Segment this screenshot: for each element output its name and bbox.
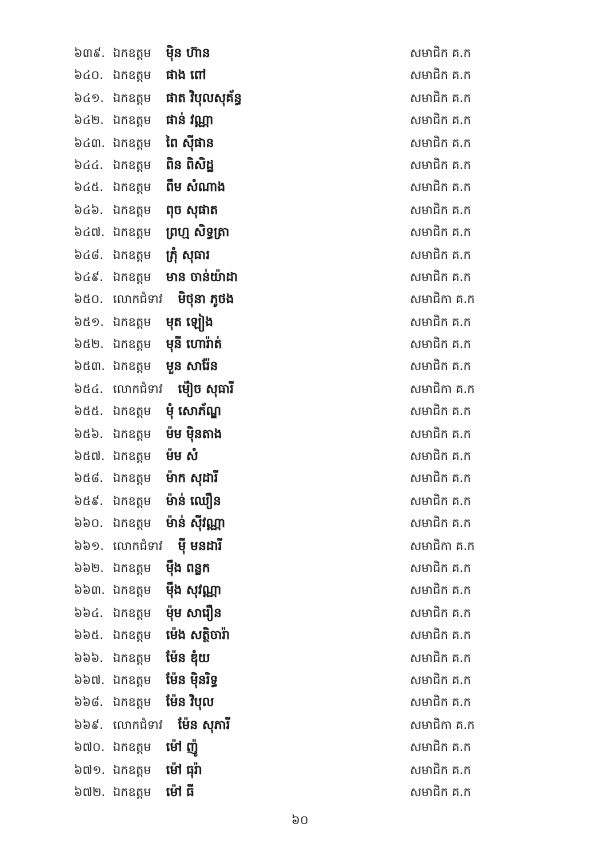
list-item <box>0 624 600 646</box>
honorific-title: ឯកឧត្តម <box>113 605 152 620</box>
entry-number: ៦៥៩. <box>74 493 104 508</box>
member-role: សមាជិក គ.ក <box>410 493 471 508</box>
member-name: ម៉ែន សុភារី <box>178 716 230 732</box>
list-item <box>0 109 600 131</box>
entry-number: ៦៧១. <box>74 762 106 777</box>
entry-number: ៦៥៧. <box>74 449 105 464</box>
member-name: ពឹម សំណាង <box>166 179 226 195</box>
list-item <box>0 736 600 758</box>
honorific-title: ឯកឧត្តម <box>113 449 152 464</box>
member-role: សមាជិក គ.ក <box>410 404 471 419</box>
honorific-title: ឯកឧត្តម <box>113 740 152 755</box>
member-role: សមាជិក គ.ក <box>410 426 471 441</box>
member-name: មុំ សោភ័ណ្ឌ <box>166 403 222 419</box>
member-role: សមាជិក គ.ក <box>410 583 471 598</box>
member-role: សមាជិក គ.ក <box>410 740 471 755</box>
member-name: ពិន ពិសិដ្ឋ <box>166 156 214 172</box>
entry-number: ៦៥២. <box>74 337 104 352</box>
entry-number: ៦៦៧. <box>74 672 105 687</box>
honorific-title: ឯកឧត្តម <box>113 516 152 531</box>
list-item <box>0 669 600 691</box>
member-role: សមាជិក គ.ក <box>410 449 471 464</box>
member-role: សមាជិក គ.ក <box>410 202 471 217</box>
list-item <box>0 333 600 355</box>
member-role: សមាជិក គ.ក <box>410 225 471 240</box>
member-role: សមាជិក គ.ក <box>410 516 471 531</box>
honorific-title: ឯកឧត្តម <box>113 695 152 710</box>
list-item <box>0 579 600 601</box>
entry-number: ៦៤២. <box>74 113 104 128</box>
member-role: សមាជិក គ.ក <box>410 672 471 687</box>
entry-number: ៦៧០. <box>74 740 105 755</box>
member-name: ម៉ុម សារឿន <box>166 604 222 620</box>
list-item <box>0 490 600 512</box>
list-item <box>0 691 600 713</box>
member-name: ម៉ម ម៉ិនតាង <box>166 425 222 441</box>
entry-number: ៦៤៧. <box>74 225 105 240</box>
member-role: សមាជិក គ.ក <box>410 695 471 710</box>
list-item <box>0 512 600 534</box>
member-name: ម៉ម សំ <box>166 448 199 464</box>
honorific-title: ឯកឧត្តម <box>113 68 152 83</box>
member-role: សមាជិក គ.ក <box>410 180 471 195</box>
entry-number: ៦៥៤. <box>74 381 104 396</box>
list-item <box>0 400 600 422</box>
list-item <box>0 221 600 243</box>
list-item <box>0 244 600 266</box>
member-name: ម៉ាន់ ឈឿន <box>166 492 222 508</box>
honorific-title: ឯកឧត្តម <box>113 650 152 665</box>
list-item <box>0 154 600 176</box>
honorific-title: ឯកឧត្តម <box>113 247 152 262</box>
list-item <box>0 647 600 669</box>
member-name: ពៃ ស៊ីផាន <box>166 134 214 150</box>
member-name: មុត ឡៀង <box>166 313 214 329</box>
honorific-title: ឯកឧត្តម <box>113 471 152 486</box>
entry-number: ៦៤៩. <box>74 269 104 284</box>
list-item <box>0 759 600 781</box>
member-role: សមាជិក គ.ក <box>410 471 471 486</box>
member-name: មួន សារ៉ែន <box>166 358 218 374</box>
honorific-title: ឯកឧត្តម <box>113 314 152 329</box>
member-name: ម៉ែន វិបុល <box>166 694 214 710</box>
honorific-title: ឯកឧត្តម <box>113 90 152 105</box>
entry-number: ៦៧២. <box>74 784 106 799</box>
member-name: ព្រហ្ម សិទ្ធត្រា <box>166 224 230 240</box>
member-name: ម៉ិន ហ៊ាន <box>166 45 211 60</box>
honorific-title: ឯកឧត្តម <box>113 583 152 598</box>
member-name: ម៉ៀច សុធារី <box>178 380 234 396</box>
honorific-title: លោកជំទាវ <box>113 717 163 732</box>
member-role: សមាជិក គ.ក <box>410 90 471 105</box>
entry-number: ៦៤១. <box>74 90 104 105</box>
member-name: ម៉ឹង សុវណ្ណា <box>166 582 222 598</box>
honorific-title: ឯកឧត្តម <box>113 672 152 687</box>
list-item <box>0 288 600 310</box>
member-name: ភ្រុំ សុធារ <box>166 246 210 262</box>
list-item <box>0 42 600 64</box>
honorific-title: ឯកឧត្តម <box>113 269 152 284</box>
list-item <box>0 781 600 803</box>
honorific-title: ឯកឧត្តម <box>113 135 152 150</box>
honorific-title: ឯកឧត្តម <box>113 404 152 419</box>
member-name: ម៉ឹង ពន្លក <box>166 559 211 575</box>
member-name: ផាង ពៅ <box>166 67 207 83</box>
honorific-title: ឯកឧត្តម <box>113 493 152 508</box>
honorific-title: ឯកឧត្តម <box>113 359 152 374</box>
member-name: ម៉ែន ឌុំយ <box>166 649 211 665</box>
member-list <box>0 42 600 803</box>
list-item <box>0 176 600 198</box>
list-item <box>0 467 600 489</box>
entry-number: ៦៥៣. <box>74 359 106 374</box>
member-name: ម៉ៅ ញ៉ូ <box>166 739 199 755</box>
honorific-title: ឯកឧត្តម <box>113 628 152 643</box>
entry-number: ៦៦៥. <box>74 628 104 643</box>
member-name: មុនី ហោរ៉ាត់ <box>166 336 222 352</box>
entry-number: ៦៦១. <box>74 538 104 553</box>
member-role: សមាជិក គ.ក <box>410 113 471 128</box>
list-item <box>0 445 600 467</box>
list-item <box>0 557 600 579</box>
honorific-title: ឯកឧត្តម <box>113 560 152 575</box>
member-role: សមាជិក គ.ក <box>410 560 471 575</box>
entry-number: ៦៥១. <box>74 314 104 329</box>
list-item <box>0 378 600 400</box>
honorific-title: ឯកឧត្តម <box>113 46 152 60</box>
page-number: ៦០ <box>291 813 309 827</box>
entry-number: ៦៥០. <box>74 292 104 307</box>
member-name: មិថុនា ភូថង <box>178 291 234 307</box>
list-item <box>0 423 600 445</box>
entry-number: ៦៦២. <box>74 560 104 575</box>
member-name: ម៉ៅ ធុរ៉ា <box>166 761 203 777</box>
entry-number: ៦៥៥. <box>74 404 104 419</box>
list-item <box>0 311 600 333</box>
entry-number: ៦៥៨. <box>74 471 104 486</box>
honorific-title: ឯកឧត្តម <box>113 180 152 195</box>
member-role: សមាជិកា គ.ក <box>410 538 475 553</box>
entry-number: ៦៦៤. <box>74 605 104 620</box>
entry-number: ៦៦៨. <box>74 695 104 710</box>
entry-number: ៦៦០. <box>74 516 104 531</box>
honorific-title: ឯកឧត្តម <box>113 784 152 799</box>
member-role: សមាជិក គ.ក <box>410 46 471 60</box>
honorific-title: ឯកឧត្តម <box>113 225 152 240</box>
member-role: សមាជិក គ.ក <box>410 68 471 83</box>
entry-number: ៦៤៨. <box>74 247 104 262</box>
member-name: ម៉េង សត្ថិចារ៉ា <box>166 627 230 643</box>
entry-number: ៦៤៦. <box>74 202 104 217</box>
entry-number: ៦៤៥. <box>74 180 104 195</box>
entry-number: ៦៦៦. <box>74 650 104 665</box>
honorific-title: ឯកឧត្តម <box>113 426 152 441</box>
honorific-title: លោកជំទាវ <box>113 381 163 396</box>
entry-number: ៦៤០. <box>74 68 104 83</box>
list-item <box>0 535 600 557</box>
member-role: សមាជិកា គ.ក <box>410 381 475 396</box>
member-role: សមាជិក គ.ក <box>410 628 471 643</box>
member-name: ម៉ែន ម៉ិនរិទ្ធ <box>166 671 218 687</box>
member-role: សមាជិកា គ.ក <box>410 717 475 732</box>
entry-number: ៦៣៩. <box>74 46 106 60</box>
honorific-title: ឯកឧត្តម <box>113 113 152 128</box>
list-item <box>0 602 600 624</box>
member-role: សមាជិក គ.ក <box>410 135 471 150</box>
honorific-title: ឯកឧត្តម <box>113 762 152 777</box>
entry-number: ៦៦៣. <box>74 583 106 598</box>
list-item <box>0 714 600 736</box>
member-name: ម៉ី មនដារី <box>178 537 223 553</box>
entry-number: ៦៦៩. <box>74 717 104 732</box>
list-item <box>0 199 600 221</box>
member-role: សមាជិកា គ.ក <box>410 292 475 307</box>
member-role: សមាជិក គ.ក <box>410 157 471 172</box>
member-name: ពុច សុផាត <box>166 201 218 217</box>
honorific-title: ឯកឧត្តម <box>113 157 152 172</box>
member-name: ម៉ាន់ ស៊ីវណ្ណា <box>166 515 226 531</box>
entry-number: ៦៥៦. <box>74 426 104 441</box>
member-role: សមាជិក គ.ក <box>410 269 471 284</box>
member-role: សមាជិក គ.ក <box>410 247 471 262</box>
list-item <box>0 87 600 109</box>
member-name: ផាត វិបុលសុគ័ន្ធ <box>166 89 242 105</box>
member-name: ម៉ាក សុដារី <box>166 470 218 486</box>
list-item <box>0 355 600 377</box>
entry-number: ៦៤៣. <box>74 135 106 150</box>
honorific-title: ឯកឧត្តម <box>113 337 152 352</box>
member-name: មាន ចាន់យ៉ាដា <box>166 268 238 284</box>
list-item <box>0 266 600 288</box>
entry-number: ៦៤៤. <box>74 157 104 172</box>
member-role: សមាជិក គ.ក <box>410 762 471 777</box>
member-role: សមាជិក គ.ក <box>410 784 471 799</box>
member-role: សមាជិក គ.ក <box>410 314 471 329</box>
honorific-title: លោកជំទាវ <box>113 538 163 553</box>
list-item <box>0 64 600 86</box>
honorific-title: ឯកឧត្តម <box>113 202 152 217</box>
member-name: ផាន់ វណ្ណា <box>166 112 214 128</box>
member-role: សមាជិក គ.ក <box>410 337 471 352</box>
member-name: ម៉ៅ ធី <box>166 783 195 799</box>
member-role: សមាជិក គ.ក <box>410 605 471 620</box>
member-role: សមាជិក គ.ក <box>410 650 471 665</box>
honorific-title: លោកជំទាវ <box>113 292 163 307</box>
list-item <box>0 132 600 154</box>
member-role: សមាជិក គ.ក <box>410 359 471 374</box>
